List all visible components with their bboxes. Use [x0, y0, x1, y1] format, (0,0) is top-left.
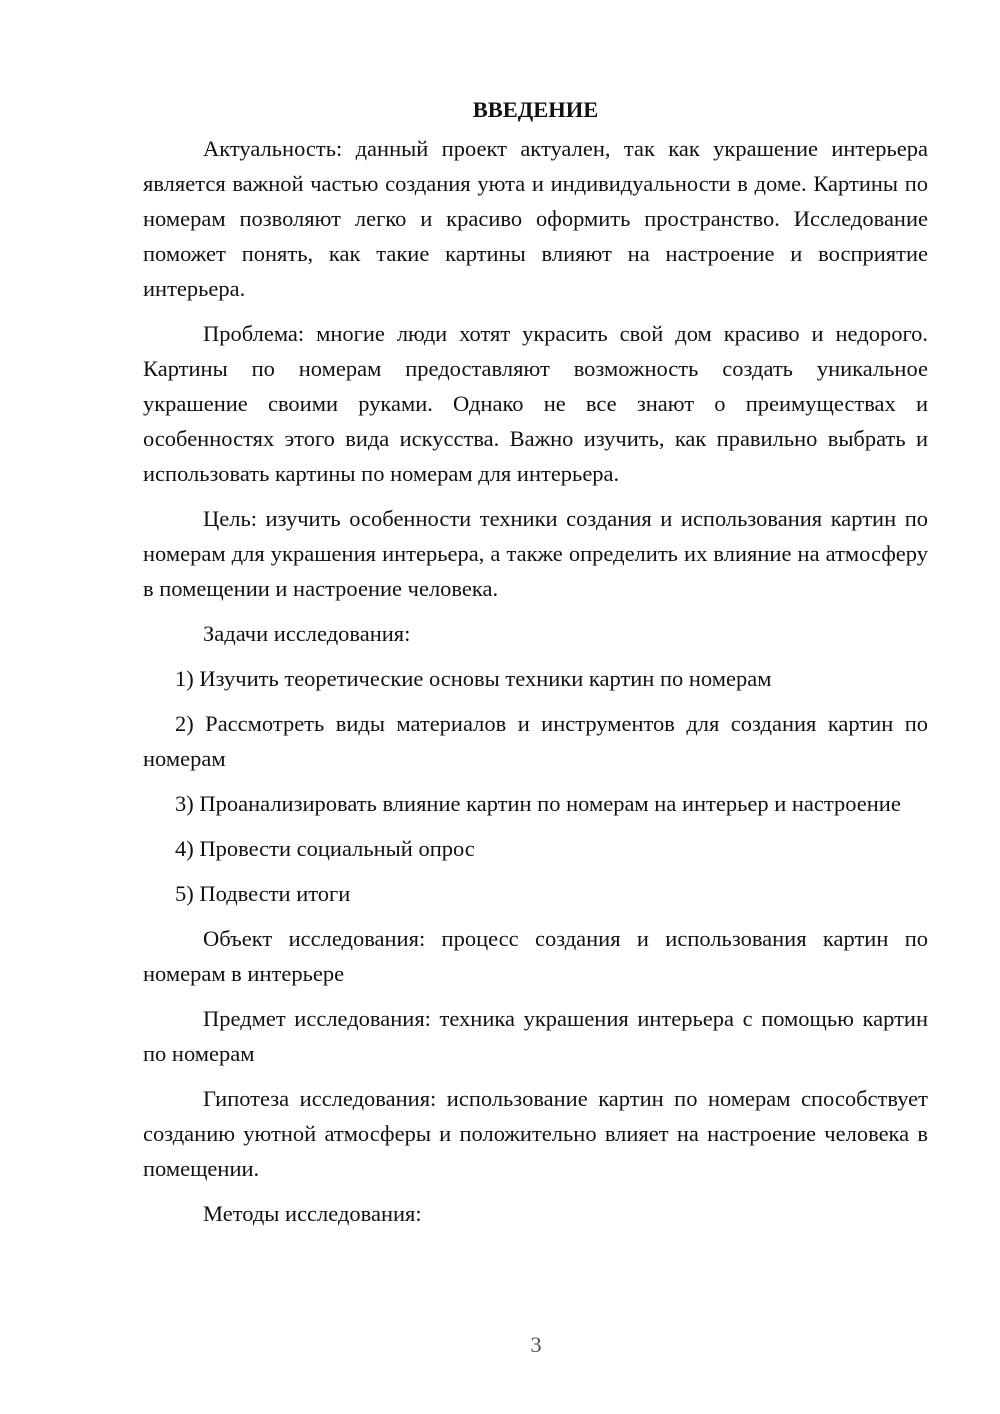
- task-item: 2) Рассмотреть виды материалов и инструментов для создания картин по номерам: [143, 711, 928, 771]
- task-item: 4) Провести социальный опрос: [175, 836, 475, 861]
- object-paragraph: Объект исследования: процесс создания и использования картин по номерам в интерьере: [143, 926, 928, 986]
- relevance-paragraph: Актуальность: данный проект актуален, так как украшение интерьера является важной частью создания уюта и индивидуальности в доме. Картины по номерам позволяют легко и красиво оформить пространство. Исследование поможет понять, как такие картины влияют на настроение и восприятие интерьера.: [143, 136, 928, 301]
- goal-paragraph: Цель: изучить особенности техники создания и использования картин по номерам для украшения интерьера, а также определить их влияние на атмосферу в помещении и настроение человека.: [143, 506, 928, 601]
- subject-paragraph: Предмет исследования: техника украшения интерьера с помощью картин по номерам: [143, 1006, 928, 1066]
- methods-heading: Методы исследования:: [203, 1201, 422, 1226]
- tasks-heading: Задачи исследования:: [203, 621, 411, 646]
- task-item: 5) Подвести итоги: [175, 881, 351, 906]
- task-item: 1) Изучить теоретические основы техники картин по номерам: [175, 666, 772, 691]
- problem-paragraph: Проблема: многие люди хотят украсить свой дом красиво и недорого. Картины по номерам предоставляют возможность создать уникальное украшение своими руками. Однако не все знают о преимуществах и особенностях этого вида искусства. Важно изучить, как правильно выбрать и использовать картины по номерам для интерьера.: [143, 321, 928, 486]
- page-number: 3: [530, 1332, 542, 1357]
- hypothesis-paragraph: Гипотеза исследования: использование картин по номерам способствует созданию уютной атмосферы и положительно влияет на настроение человека в помещении.: [143, 1086, 928, 1181]
- page-content: [143, 92, 928, 1241]
- task-item: 3) Проанализировать влияние картин по номерам на интерьер и настроение: [175, 791, 901, 816]
- section-heading: ВВЕДЕНИЕ: [472, 97, 599, 122]
